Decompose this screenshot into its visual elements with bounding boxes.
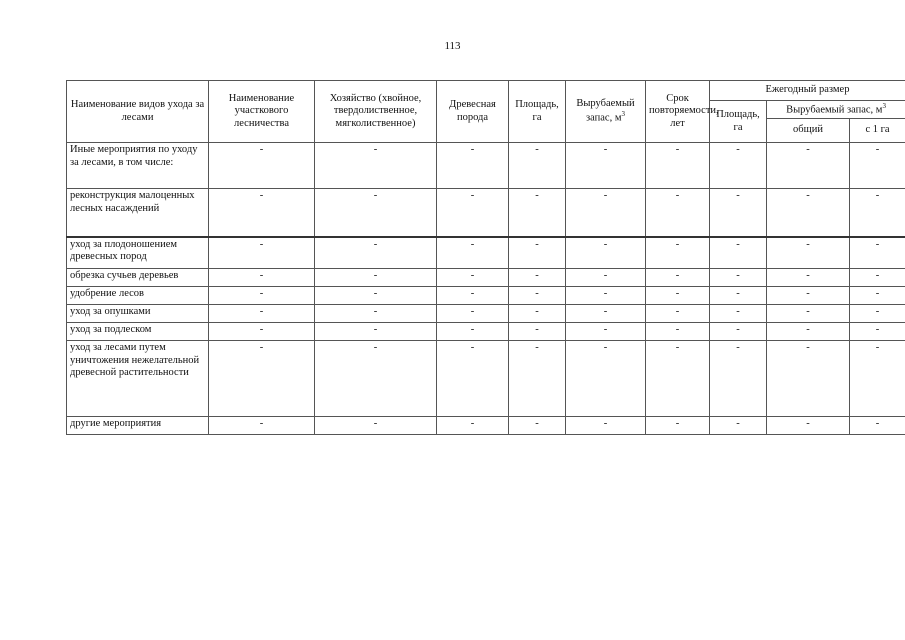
row-value-cell: - [209,287,315,305]
table-row [67,269,905,287]
row-value-cell: - [566,143,646,189]
row-value-cell: - [437,143,509,189]
row-value-cell: - [710,189,767,237]
header-cell-annual-volume [767,101,905,119]
row-value-cell: - [646,341,710,417]
row-value-cell: - [767,189,850,237]
row-value-cell: - [209,143,315,189]
header-volume-text: Вырубаемый запас, м [576,97,635,124]
row-name-cell: уход за лесами путем уничтожения нежелательной древесной растительности [67,341,209,417]
row-value-cell: - [209,417,315,435]
row-value-cell: - [315,189,437,237]
table-row [67,143,905,189]
row-value-cell: - [767,269,850,287]
header-annual-volume-text: Вырубаемый запас, м [786,104,883,116]
row-value-cell: - [509,287,566,305]
row-value-cell: - [710,287,767,305]
row-value-cell: - [646,287,710,305]
row-value-cell: - [710,323,767,341]
row-value-cell: - [850,417,905,435]
row-value-cell: - [710,143,767,189]
row-value-cell: - [850,341,905,417]
row-value-cell: - [315,287,437,305]
row-value-cell: - [566,323,646,341]
row-value-cell: - [509,269,566,287]
row-value-cell: - [850,237,905,269]
row-value-cell: - [646,305,710,323]
row-value-cell: - [646,237,710,269]
row-value-cell: - [850,189,905,237]
row-value-cell: - [767,287,850,305]
row-value-cell: - [646,417,710,435]
row-value-cell: - [850,269,905,287]
row-value-cell: - [437,237,509,269]
row-value-cell: - [710,305,767,323]
row-name-cell: реконструкция малоценных лесных насаждений [67,189,209,237]
header-cell-annual-group: Ежегодный размер [710,81,905,101]
row-value-cell: - [437,341,509,417]
row-value-cell: - [646,189,710,237]
header-cell-farm: Хозяйство (хвойное, твердолиственное, мягколиственное) [315,81,437,143]
row-value-cell: - [437,269,509,287]
header-cell-annual-area: Площадь, га [710,101,767,143]
row-name-cell: обрезка сучьев деревьев [67,269,209,287]
row-value-cell: - [315,323,437,341]
row-value-cell: - [315,341,437,417]
row-value-cell: - [209,189,315,237]
row-value-cell: - [566,287,646,305]
header-cell-annual-total: общий [767,119,850,143]
row-value-cell: - [509,323,566,341]
header-cell-period: Срок повторяемости, лет [646,81,710,143]
row-value-cell: - [710,341,767,417]
row-value-cell: - [509,305,566,323]
row-value-cell: - [566,341,646,417]
row-value-cell: - [566,189,646,237]
row-value-cell: - [710,269,767,287]
row-name-cell: уход за подлеском [67,323,209,341]
row-value-cell: - [850,305,905,323]
row-value-cell: - [767,417,850,435]
row-value-cell: - [509,417,566,435]
row-value-cell: - [437,287,509,305]
header-cell-species: Древесная порода [437,81,509,143]
row-value-cell: - [767,305,850,323]
row-value-cell: - [315,237,437,269]
row-value-cell: - [767,341,850,417]
header-cell-volume [566,81,646,143]
table-row [67,323,905,341]
row-value-cell: - [209,323,315,341]
row-value-cell: - [315,305,437,323]
row-name-cell: удобрение лесов [67,287,209,305]
row-value-cell: - [209,305,315,323]
row-value-cell: - [315,269,437,287]
row-value-cell: - [710,237,767,269]
row-name-cell: уход за плодоношением древесных пород [67,237,209,269]
row-value-cell: - [437,417,509,435]
row-value-cell: - [850,323,905,341]
row-value-cell: - [767,237,850,269]
header-cell-area: Площадь, га [509,81,566,143]
row-value-cell: - [437,323,509,341]
table-row [67,341,905,417]
header-cell-name: Наименование видов ухода за лесами [67,81,209,143]
table-row [67,305,905,323]
row-value-cell: - [850,287,905,305]
page-number: 113 [444,40,461,52]
row-value-cell: - [566,269,646,287]
row-value-cell: - [646,323,710,341]
row-value-cell: - [646,143,710,189]
row-value-cell: - [209,237,315,269]
header-annual-volume-sup: 3 [882,102,886,110]
row-value-cell: - [850,143,905,189]
header-cell-forestry: Наименование участкового лесничества [209,81,315,143]
row-value-cell: - [509,341,566,417]
row-value-cell: - [509,237,566,269]
header-volume-sup: 3 [621,110,625,119]
row-value-cell: - [437,189,509,237]
row-value-cell: - [209,269,315,287]
row-name-cell: другие мероприятия [67,417,209,435]
row-name-cell: Иные мероприятия по уходу за лесами, в том числе: [67,143,209,189]
row-value-cell: - [437,305,509,323]
table-row [67,287,905,305]
row-value-cell: - [767,323,850,341]
table-row [67,189,905,237]
header-cell-annual-per-ha: с 1 га [850,119,905,143]
forest-care-table [66,80,905,435]
row-value-cell: - [315,417,437,435]
row-value-cell: - [767,143,850,189]
table-body [67,143,905,435]
table-row [67,417,905,435]
row-value-cell: - [566,305,646,323]
row-value-cell: - [710,417,767,435]
row-value-cell: - [566,237,646,269]
table-row [67,237,905,269]
row-name-cell: уход за опушками [67,305,209,323]
row-value-cell: - [509,143,566,189]
row-value-cell: - [509,189,566,237]
row-value-cell: - [646,269,710,287]
row-value-cell: - [566,417,646,435]
row-value-cell: - [315,143,437,189]
row-value-cell: - [209,341,315,417]
